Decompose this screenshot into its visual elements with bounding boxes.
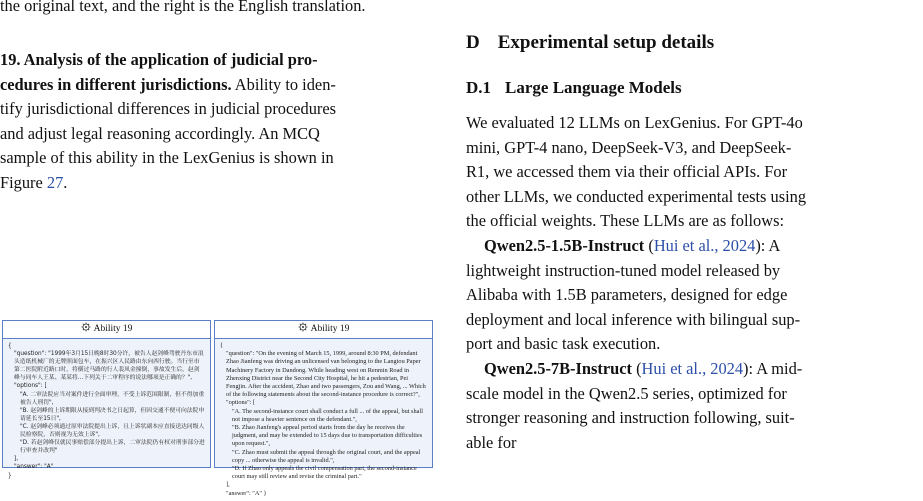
model-qwen-7b-paragraph	[466, 357, 916, 455]
paragraph-line-2	[0, 73, 436, 98]
subsection-number: D.1	[466, 78, 492, 97]
zh-option-d: "D. 若赵剑峰仅就民事赔偿部分提出上诉，二审法院仍有权对刑事部分进行审查并改判"	[20, 440, 205, 455]
qwen-1-5b-line-3: Alibaba with 1.5B parameters, designed for edge	[466, 285, 788, 305]
chinese-panel-title	[3, 321, 210, 339]
en-options-label: "options": [	[226, 399, 256, 407]
intro-line-5: the official weights. These LLMs are as follows:	[466, 211, 785, 231]
qwen-1-5b-line-5: port and basic task execution.	[466, 334, 661, 354]
figure-end: .	[63, 172, 68, 192]
cite-open: (	[631, 359, 642, 378]
paragraph-line-1	[0, 48, 436, 73]
top-line: the original text, and the right is the English translation.	[0, 0, 366, 15]
figure-27	[2, 320, 433, 497]
ability-19-paragraph	[0, 48, 436, 196]
zh-close-options: ],	[14, 456, 19, 463]
zh-option-c: "C. 赵剑峰必须通过原审法院提出上诉，且上诉状副本应直接送达同级人民检察院，否则视为无效上诉",	[20, 423, 205, 439]
en-question: "question": "On the evening of March 15, 1999, around 8:30 PM, defendant Zhao Jianfeng was driving an unlicensed van belonging to the Langtou Paper Machinery Factory in Dandong. While heading west on Renmin Road in Zhenxing District near the Second City Hospital, he hit a pedestrian, Pei Fengjin. After the accident, Zhao and two passengers, Zou and Wang, ... Which of the following statements about the second-instance procedure is correct?",	[226, 350, 426, 399]
paragraph-line-4: and adjust legal reasoning accordingly. An MCQ	[0, 123, 320, 143]
qwen-1-5b-name: Qwen2.5-1.5B-Instruct	[484, 236, 645, 255]
intro-line-3: R1, we accessed them via their official APIs. For	[466, 162, 788, 182]
chinese-panel-content	[3, 339, 210, 483]
english-panel	[214, 320, 433, 497]
model-qwen-1-5b-paragraph	[466, 234, 916, 357]
qwen-1-5b-line-4: deployment and local inference with bilingual sup-	[466, 309, 801, 329]
en-option-a: "A. The second-instance court shall conduct a full ... of the appeal, but shall not impose a heavier sentence on the defendant.",	[232, 407, 423, 423]
paragraph-line-6	[0, 171, 436, 196]
zh-question: "question": "1999年3月15日晚8时30分许，被告人赵剑峰驾驶丹东市浪头造纸机械厂的无牌照面包车，在振兴区人民路由东向西行驶。当行至市第二医院附近路口时，将横过马路的行人裴凤金撞倒，事故发生后，赵剑峰与同车人王某、某某将...下列关于二审程序的说法哪项是正确的？",	[14, 351, 204, 382]
item-text-2: Ability to iden-	[231, 74, 336, 94]
cite-close: ): A mid-	[743, 359, 803, 378]
subsection-title: Large Language Models	[505, 78, 682, 97]
intro-line-2: mini, GPT-4 nano, DeepSeek-V3, and DeepSeek-	[466, 137, 792, 157]
zh-options-label: "options": [	[14, 383, 47, 390]
brain-gear-icon	[81, 322, 91, 332]
english-panel-title	[215, 321, 432, 339]
intro-line-1: We evaluated 12 LLMs on LexGenius. For GPT-4o	[466, 113, 803, 132]
section-heading	[466, 32, 714, 54]
zh-close-brace: }	[8, 472, 12, 479]
figure-word: Figure	[0, 172, 47, 192]
english-panel-content	[215, 339, 432, 501]
qwen-7b-line-4: able for	[466, 432, 517, 452]
qwen-1-5b-first-line	[466, 234, 916, 259]
intro-line-4: other LLMs, we conducted experimental tests using	[466, 186, 807, 206]
figure-27-link[interactable]: 27	[46, 172, 64, 192]
qwen-7b-citation-link[interactable]: Hui et al., 2024	[641, 359, 744, 378]
qwen-7b-line-2: scale model in the Qwen2.5 series, optimized for	[466, 383, 787, 403]
cite-open: (	[644, 236, 654, 255]
zh-open-brace: {	[8, 343, 12, 349]
item-heading-2: cedures in different jurisdictions.	[0, 74, 232, 94]
item-heading-1: 19. Analysis of the application of judicial pro-	[0, 50, 318, 69]
qwen-7b-name: Qwen2.5-7B-Instruct	[484, 359, 632, 378]
english-panel-title-text: Ability 19	[310, 324, 350, 334]
paragraph-line-3: tify jurisdictional differences in judicial procedures	[0, 99, 337, 119]
en-option-d: "D. If Zhao only appeals the civil compensation part, the second-instance court may still review and revise the criminal part."	[232, 465, 417, 481]
intro-paragraph	[466, 111, 916, 234]
qwen-1-5b-citation-link[interactable]: Hui et al., 2024	[653, 236, 756, 255]
qwen-7b-line-3: stronger reasoning and instruction following, suit-	[466, 408, 795, 428]
section-number: D	[466, 32, 480, 53]
en-option-b: "B. Zhao Jianfeng's appeal period starts from the day he receives the judgment, and may be extended to 15 days due to transportation difficulties upon request.",	[232, 424, 423, 448]
en-close-options: ],	[226, 481, 230, 489]
qwen-7b-first-line	[466, 357, 916, 382]
en-open-brace: {	[220, 342, 224, 349]
zh-option-b: "B. 赵剑峰的上诉期限从接到判决书之日起算，但因交通不便可向法院申请延长至15日",	[20, 407, 205, 422]
en-option-c: "C. Zhao must submit the appeal through the original court, and the appeal copy ... otherwise the appeal is invalid.",	[232, 448, 421, 464]
paragraph-line-5: sample of this ability in the LexGenius is shown in	[0, 148, 334, 168]
zh-answer: "answer": "A"	[14, 464, 54, 471]
brain-gear-icon	[298, 322, 308, 332]
en-answer: "answer": "A" }	[226, 489, 267, 497]
chinese-panel-title-text: Ability 19	[93, 324, 133, 334]
cite-close: ): A	[755, 236, 781, 255]
qwen-1-5b-line-2: lightweight instruction-tuned model released by	[466, 260, 781, 280]
subsection-heading	[466, 78, 682, 98]
zh-option-a: "A. 二审法院应当对案件进行全面审理，不受上诉范围限制，但不得加重被告人刑罚",	[20, 391, 205, 406]
section-title: Experimental setup details	[497, 32, 715, 53]
chinese-panel	[2, 320, 211, 479]
